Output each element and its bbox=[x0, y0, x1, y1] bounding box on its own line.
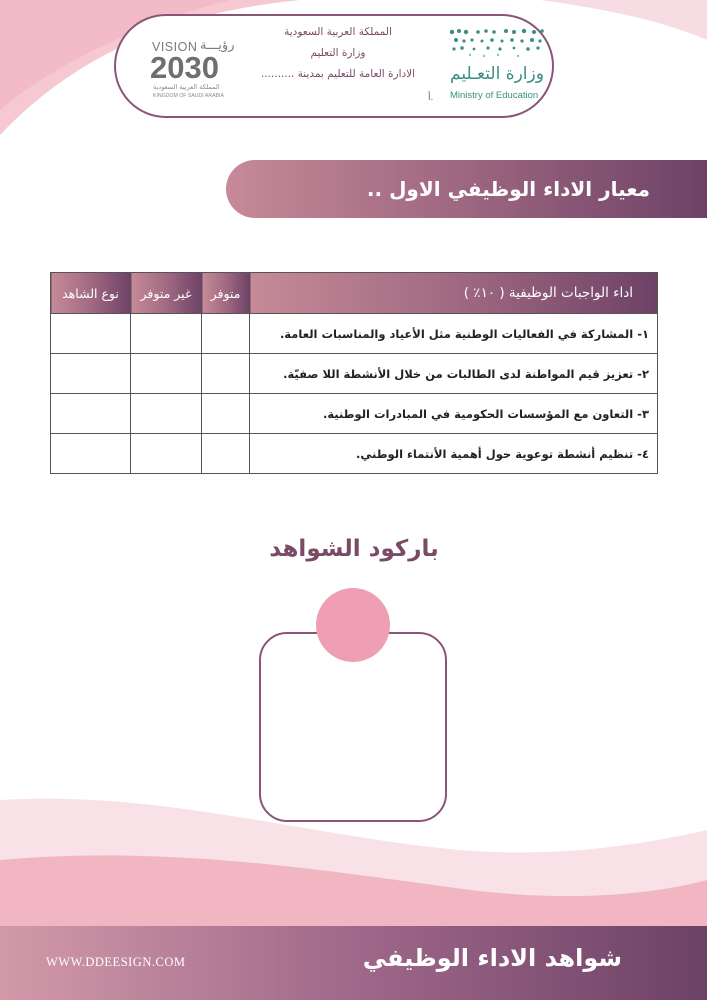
vision-arabic: رؤيـــة bbox=[200, 38, 235, 53]
vision-2030-logo bbox=[150, 40, 240, 102]
header-evidence-type: نوع الشاهد bbox=[51, 273, 131, 314]
table-header-row bbox=[51, 273, 658, 314]
header-line-ministry: وزارة التعليم bbox=[310, 47, 366, 59]
vision-country-ar: المملكة العربية السعودية bbox=[153, 83, 220, 91]
evidence-type-cell[interactable] bbox=[51, 354, 131, 394]
moe-name-english: Ministry of Education bbox=[450, 90, 539, 101]
duty-text: ٢- تعزيز قيم المواطنة لدى الطالبات من خلال الأنشطة اللا صفيّة. bbox=[250, 354, 658, 394]
available-cell[interactable] bbox=[202, 314, 250, 354]
table-row bbox=[51, 314, 658, 354]
barcode-circle-decoration bbox=[316, 588, 390, 662]
vision-word: VISION bbox=[152, 40, 198, 54]
table-row bbox=[51, 394, 658, 434]
header-duties: اداء الواجبات الوظيفية ( ١٠٪ ) bbox=[250, 273, 658, 314]
evidence-type-cell[interactable] bbox=[51, 434, 131, 474]
table-row bbox=[51, 354, 658, 394]
header-not-available: غير متوفر bbox=[131, 273, 202, 314]
barcode-title: باركود الشواهد bbox=[269, 536, 439, 562]
not-available-cell[interactable] bbox=[131, 314, 202, 354]
evidence-type-cell[interactable] bbox=[51, 314, 131, 354]
vision-country-en: KINGDOM OF SAUDI ARABIA bbox=[153, 93, 224, 99]
duty-text: ٣- التعاون مع المؤسسات الحكومية في المبادرات الوطنية. bbox=[250, 394, 658, 434]
footer-website: WWW.DDEESIGN.COM bbox=[46, 955, 186, 969]
moe-name-arabic: وزارة التعـليم bbox=[450, 64, 544, 84]
table-row bbox=[51, 434, 658, 474]
header-line-kingdom: المملكة العربية السعودية bbox=[284, 26, 392, 38]
duty-text: ١- المشاركة في الفعاليات الوطنية مثل الأعياد والمناسبات العامة. bbox=[250, 314, 658, 354]
header-line-directorate: الادارة العامة للتعليم بمدينة .......... bbox=[260, 68, 416, 80]
moe-logo-dots bbox=[448, 26, 548, 64]
available-cell[interactable] bbox=[202, 354, 250, 394]
header-line-name: أ. bbox=[428, 93, 434, 103]
header-text bbox=[240, 22, 436, 85]
duties-table bbox=[50, 272, 658, 474]
evidence-type-cell[interactable] bbox=[51, 394, 131, 434]
available-cell[interactable] bbox=[202, 394, 250, 434]
not-available-cell[interactable] bbox=[131, 354, 202, 394]
available-cell[interactable] bbox=[202, 434, 250, 474]
vision-year: 2030 bbox=[150, 50, 219, 85]
duty-text: ٤- تنظيم أنشطة توعوية حول أهمية الأنتماء الوطني. bbox=[250, 434, 658, 474]
footer-title: شواهد الاداء الوظيفي bbox=[362, 944, 622, 972]
page-title: معيار الاداء الوظيفي الاول .. bbox=[366, 177, 650, 201]
header-available: متوفر bbox=[202, 273, 250, 314]
not-available-cell[interactable] bbox=[131, 394, 202, 434]
not-available-cell[interactable] bbox=[131, 434, 202, 474]
